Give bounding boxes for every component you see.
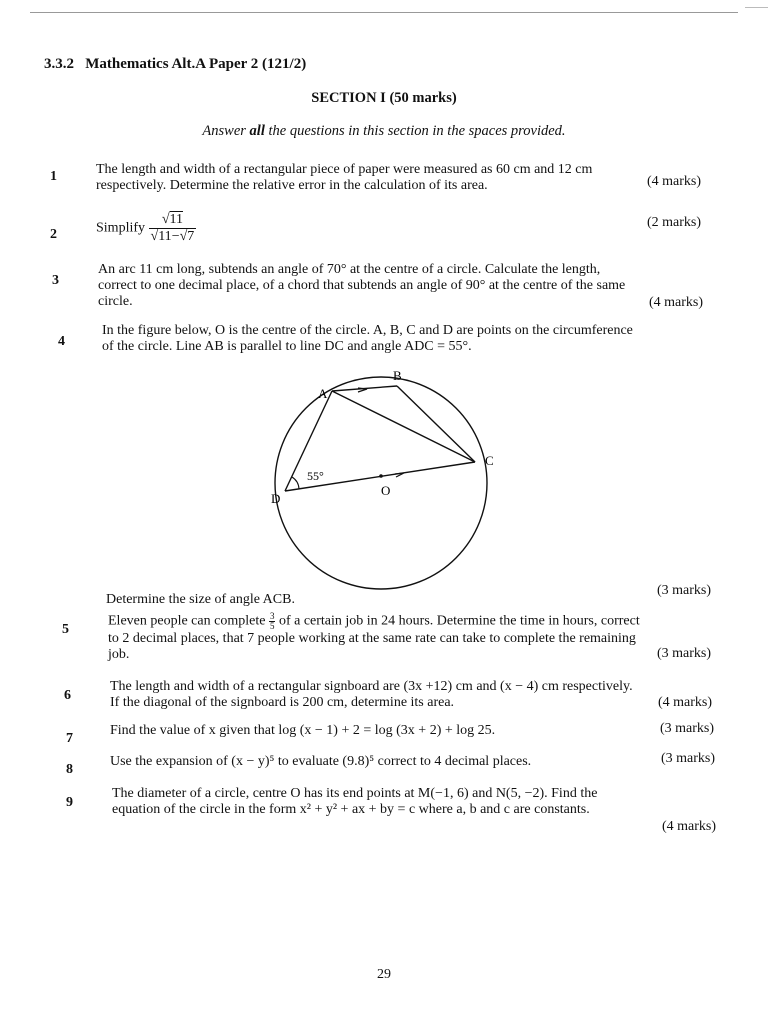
fraction-three-fifths: $\frac{3}{5}$ — [269, 611, 275, 631]
question-8-marks: (3 marks) — [661, 751, 716, 766]
chord-bc — [397, 386, 475, 462]
paper-header — [44, 56, 306, 73]
question-7-text: Find the value of x given that log (x − 1) + 2 = log (3x + 2) + log 25. — [110, 723, 496, 738]
question-9-text: The diameter of a circle, centre O has its end points at M(−1, 6) and N(5, −2). Find the equation of the circle in the form x² + y² + ax + by = c where a, b and c are constants. — [112, 786, 598, 817]
question-1-text: The length and width of a rectangular piece of paper were measured as 60 cm and 12 cm respectively. Determine the relative error in the calculation of its area. — [96, 162, 593, 193]
parallel-arrow-ab — [358, 388, 367, 392]
centre-point — [379, 474, 383, 478]
question-4-text: In the figure below, O is the centre of the circle. A, B, C and D are points on the circumference of the circle. Line AB is parallel to line DC and angle ADC = 55°. — [102, 323, 633, 354]
section-title: SECTION I (50 marks) — [311, 90, 457, 106]
question-5-marks: (3 marks) — [657, 646, 712, 661]
question-9-marks: (4 marks) — [662, 819, 717, 834]
chord-ac — [332, 391, 475, 462]
question-number-3: 3 — [52, 273, 59, 288]
paper-code: 3.3.2 — [44, 56, 74, 72]
question-3-text: An arc 11 cm long, subtends an angle of 70° at the centre of a circle. Calculate the length, correct to one decimal place, of a chord that subtends an angle of 90° at the centre of the same circle. — [98, 262, 626, 309]
paper-title: Mathematics Alt.A Paper 2 (121/2) — [85, 56, 307, 72]
question-number-5: 5 — [62, 622, 69, 637]
top-rule-fragment — [745, 7, 768, 8]
question-7-marks: (3 marks) — [660, 721, 715, 736]
question-number-2: 2 — [50, 227, 57, 242]
page-number: 29 — [377, 967, 391, 982]
label-a: A — [318, 386, 328, 401]
question-number-1: 1 — [50, 169, 57, 184]
question-number-7: 7 — [66, 731, 73, 746]
angle-label-55: 55° — [307, 469, 324, 483]
question-3-marks: (4 marks) — [649, 295, 704, 310]
label-b: B — [393, 368, 402, 383]
question-number-4: 4 — [58, 334, 65, 349]
instruction: Answer all the questions in this section in the spaces provided. — [202, 123, 566, 139]
label-d: D — [271, 491, 281, 506]
label-c: C — [485, 453, 494, 468]
question-8-text: Use the expansion of (x − y)⁵ to evaluate (9.8)⁵ correct to 4 decimal places. — [110, 754, 532, 769]
label-o: O — [381, 483, 391, 498]
question-2-text: Simplify $\frac{√11}{√11-√7}$ — [96, 212, 195, 244]
question-5-text: Eleven people can complete $\frac{3}{5}$ of a certain job in 24 hours. Determine the time in hours, correct to 2 decimal places, that 7 people working at the same rate can take to complete the remaining job. — [108, 611, 640, 662]
question-1-marks: (4 marks) — [647, 174, 702, 189]
question-number-8: 8 — [66, 762, 73, 777]
question-6-text: The length and width of a rectangular signboard are (3x +12) cm and (x − 4) cm respectively. If the diagonal of the signboard is 200 cm, determine its area. — [110, 679, 633, 710]
question-4-ask: Determine the size of angle ACB. — [106, 592, 295, 607]
question-number-6: 6 — [64, 688, 71, 703]
question-number-9: 9 — [66, 795, 73, 810]
angle-arc-adc — [292, 477, 299, 489]
question-6-marks: (4 marks) — [658, 695, 713, 710]
parallel-arrow-dc — [395, 473, 404, 477]
top-rule — [30, 12, 738, 13]
question-2-marks: (2 marks) — [647, 215, 702, 230]
simplify-fraction: $\frac{√11}{√11-√7}$ — [150, 212, 195, 244]
circle-figure — [255, 360, 515, 600]
question-4-marks: (3 marks) — [657, 583, 712, 598]
